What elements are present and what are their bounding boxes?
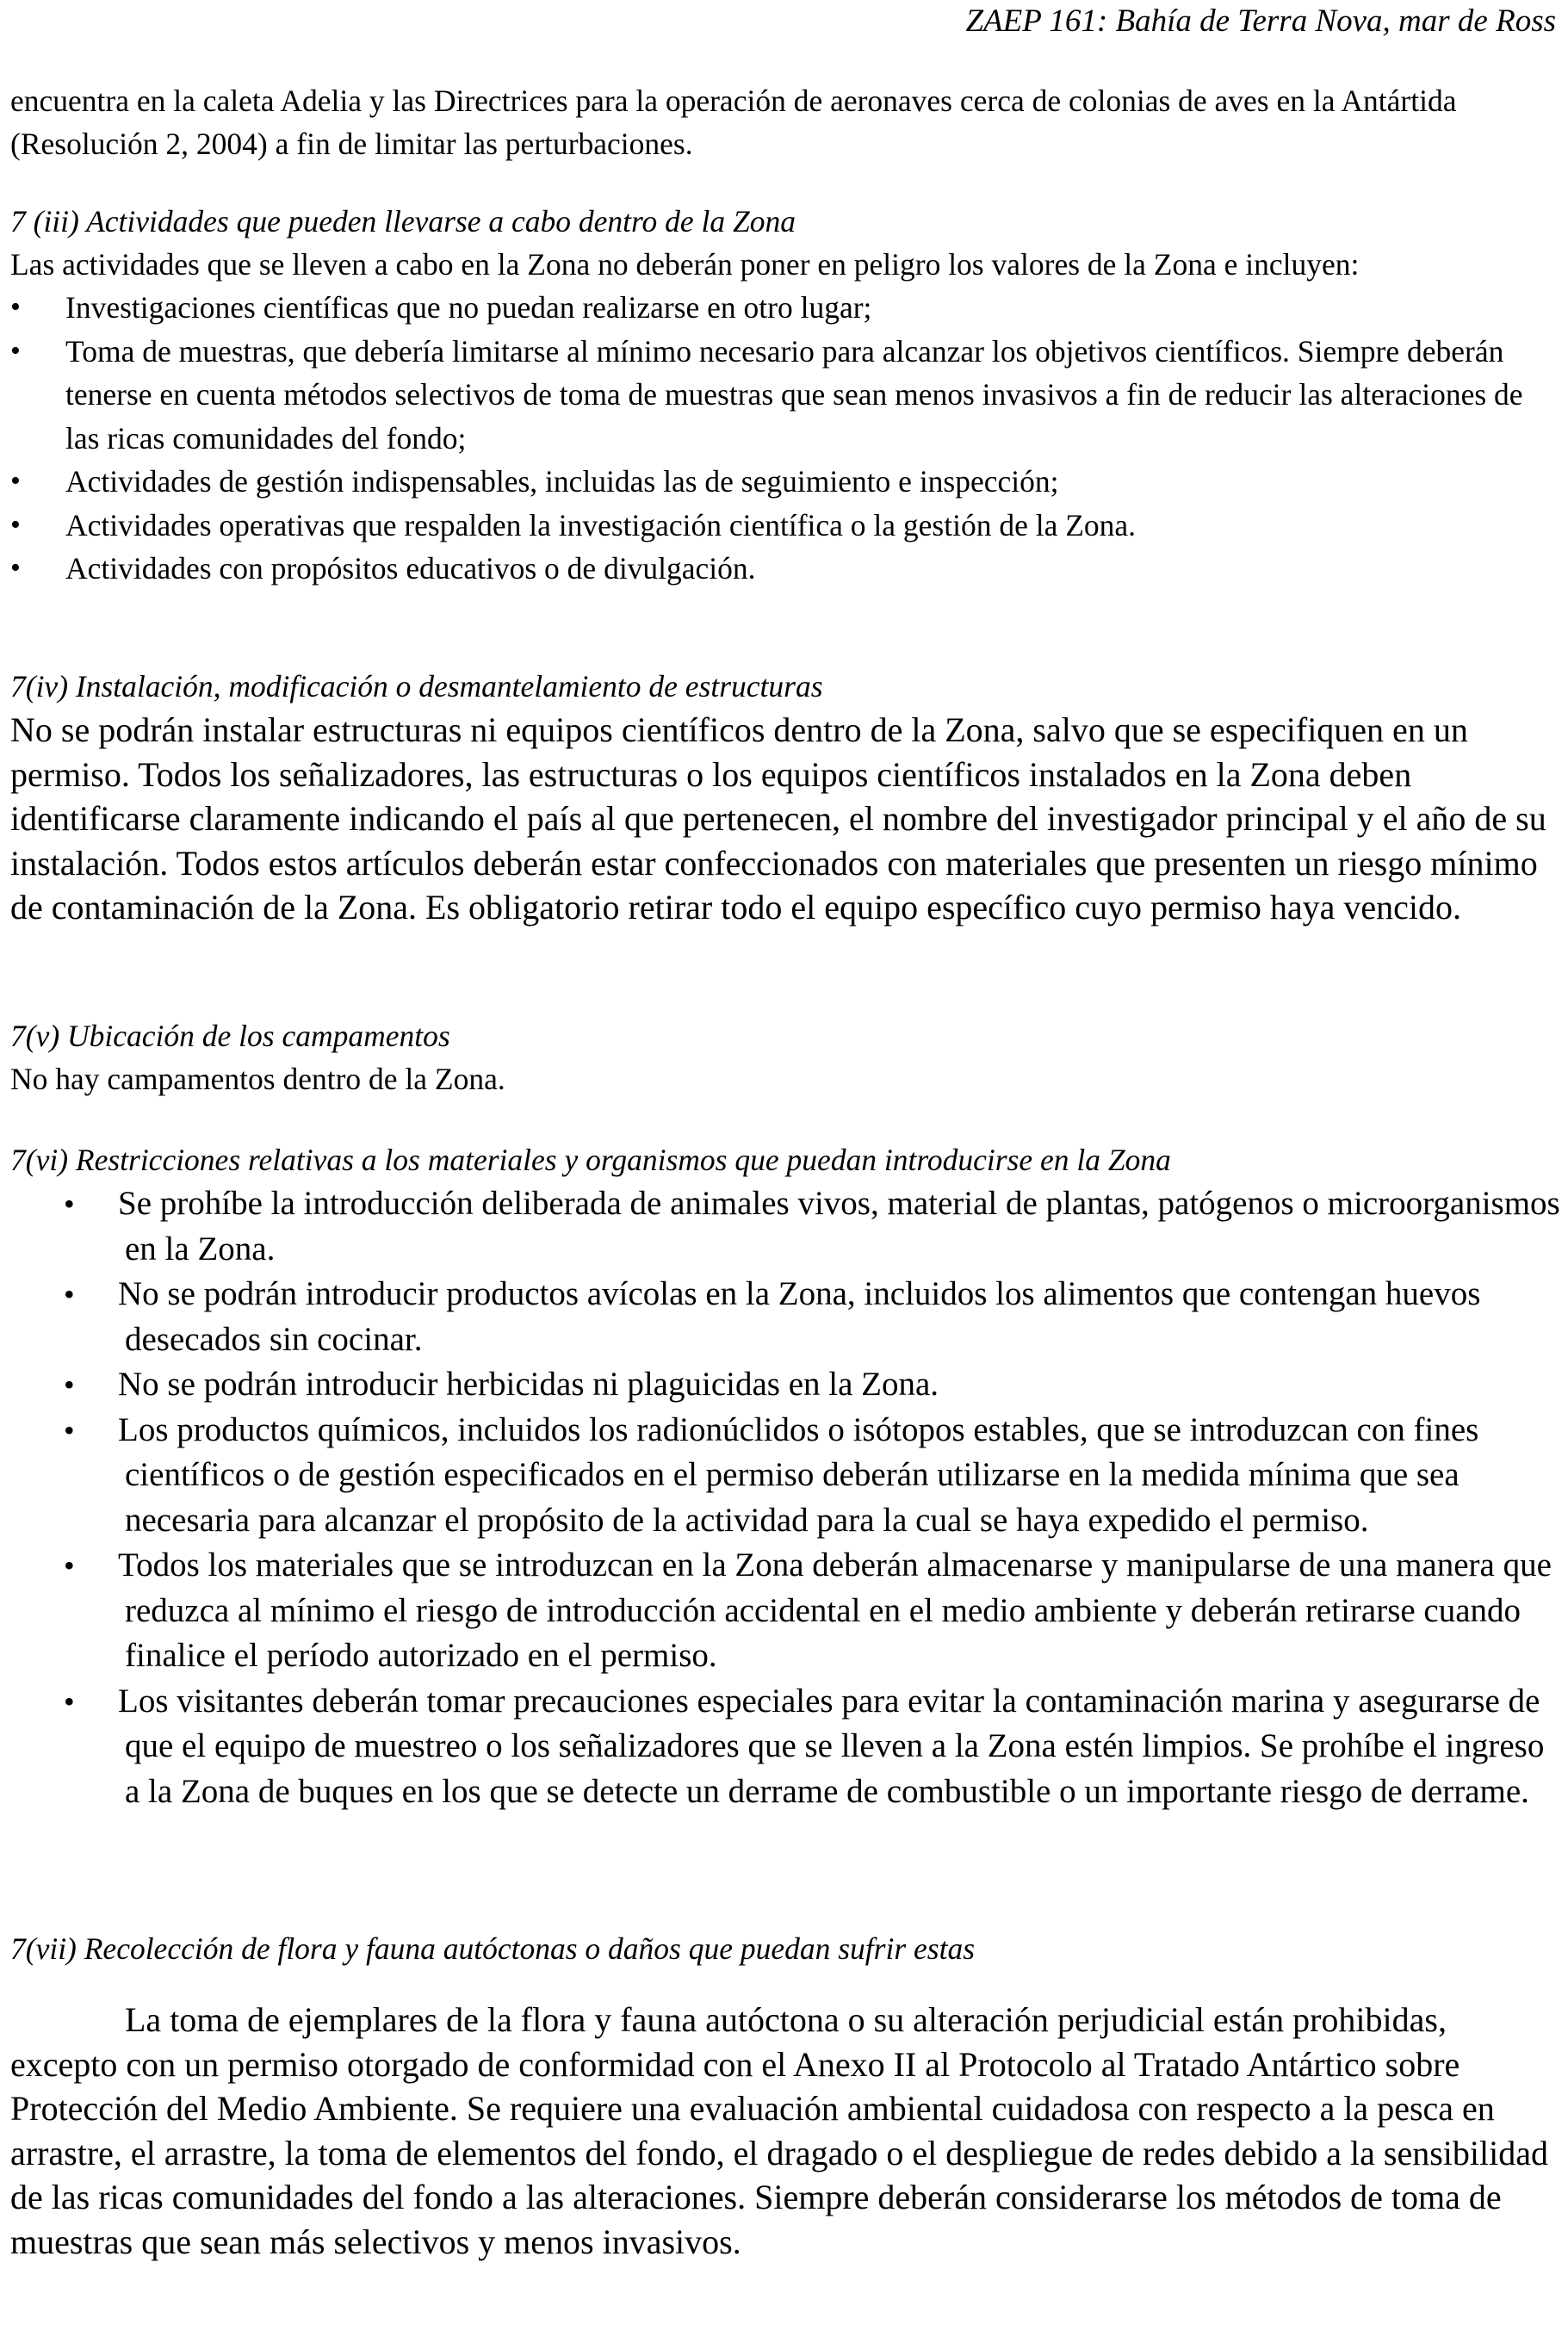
list-item: • Los productos químicos, incluidos los radionúclidos o isótopos estables, que se introduzcan con fines científicos o de gestión especificados en el permiso deberán utilizarse en la medida mínima que sea necesaria para alcanzar el propósito de la actividad para la cual se haya expedido el permiso.	[10, 1408, 1560, 1544]
section-7vi	[10, 1138, 1560, 1814]
section-7vi-heading: 7(vi) Restricciones relativas a los materiales y organismos que puedan introducirse en la Zona	[10, 1143, 1171, 1177]
list-item: • Actividades con propósitos educativos o de divulgación.	[10, 547, 1560, 591]
section-7iv-text: No se podrán instalar estructuras ni equipos científicos dentro de la Zona, salvo que se especifiquen en un permiso. Todos los señalizadores, las estructuras o los equipos científicos instalados en la Zona deben identificarse claramente indicando el país al que pertenecen, el nombre del investigador principal y el año de su instalación. Todos estos artículos deberán estar confeccionados con materiales que presenten un riesgo mínimo de contaminación de la Zona. Es obligatorio retirar todo el equipo específico cuyo permiso haya vencido.	[10, 710, 1546, 927]
section-7v	[10, 1014, 1560, 1100]
section-7vi-list	[10, 1181, 1560, 1814]
section-7v-text: No hay campamentos dentro de la Zona.	[10, 1062, 505, 1096]
section-7vii-text: La toma de ejemplares de la flora y fauna autóctona o su alteración perjudicial están prohibidas, excepto con un permiso otorgado de conformidad con el Anexo II al Protocolo al Tratado Antártico sobre Protección del Medio Ambiente. Se requiere una evaluación ambiental cuidadosa con respecto a la pesca en arrastre, el arrastre, la toma de elementos del fondo, el dragado o el despliegue de redes debido a la sensibilidad de las ricas comunidades del fondo a las alteraciones. Siempre deberán considerarse los métodos de toma de muestras que sean más selectivos y menos invasivos.	[10, 2000, 1548, 2261]
running-header: ZAEP 161: Bahía de Terra Nova, mar de Ross	[965, 3, 1556, 39]
section-7v-heading: 7(v) Ubicación de los campamentos	[10, 1019, 450, 1053]
section-7iv	[10, 665, 1560, 930]
list-item: • No se podrán introducir herbicidas ni plaguicidas en la Zona.	[10, 1362, 1560, 1408]
intro-paragraph: encuentra en la caleta Adelia y las Directrices para la operación de aeronaves cerca de colonias de aves en la Antártida (Resolución 2, 2004) a fin de limitar las perturbaciones.	[10, 84, 1457, 161]
section-7iii-heading: 7 (iii) Actividades que pueden llevarse a cabo dentro de la Zona	[10, 204, 796, 239]
section-7iii-list	[10, 286, 1560, 591]
list-item: • Actividades de gestión indispensables, incluidas las de seguimiento e inspección;	[10, 460, 1560, 504]
list-item: • Actividades operativas que respalden la investigación científica o la gestión de la Zona.	[10, 504, 1560, 548]
intro-section	[10, 79, 1560, 165]
section-7iii-text: Las actividades que se lleven a cabo en la Zona no deberán poner en peligro los valores de la Zona e incluyen:	[10, 247, 1360, 282]
section-7iii	[10, 200, 1560, 591]
list-item: • Los visitantes deberán tomar precauciones especiales para evitar la contaminación marina y asegurarse de que el equipo de muestreo o los señalizadores que se lleven a la Zona estén limpios. Se prohíbe el ingreso a la Zona de buques en los que se detecte un derrame de combustible o un importante riesgo de derrame.	[10, 1679, 1560, 1815]
section-7vii-heading: 7(vii) Recolección de flora y fauna autóctonas o daños que puedan sufrir estas	[10, 1931, 976, 1966]
list-item: • Toma de muestras, que debería limitarse al mínimo necesario para alcanzar los objetivos científicos. Siempre deberán tenerse en cuenta métodos selectivos de toma de muestras que sean menos invasivos a fin de reducir las alteraciones de las ricas comunidades del fondo;	[10, 330, 1560, 461]
list-item: • Todos los materiales que se introduzcan en la Zona deberán almacenarse y manipularse de una manera que reduzca al mínimo el riesgo de introducción accidental en el medio ambiente y deberán retirarse cuando finalice el período autorizado en el permiso.	[10, 1543, 1560, 1679]
section-7iv-heading: 7(iv) Instalación, modificación o desmantelamiento de estructuras	[10, 669, 823, 703]
list-item: • Se prohíbe la introducción deliberada de animales vivos, material de plantas, patógenos o microorganismos en la Zona.	[10, 1181, 1560, 1272]
list-item: • Investigaciones científicas que no puedan realizarse en otro lugar;	[10, 286, 1560, 330]
section-7vii	[10, 1927, 1560, 2264]
list-item: • No se podrán introducir productos avícolas en la Zona, incluidos los alimentos que contengan huevos desecados sin cocinar.	[10, 1272, 1560, 1362]
